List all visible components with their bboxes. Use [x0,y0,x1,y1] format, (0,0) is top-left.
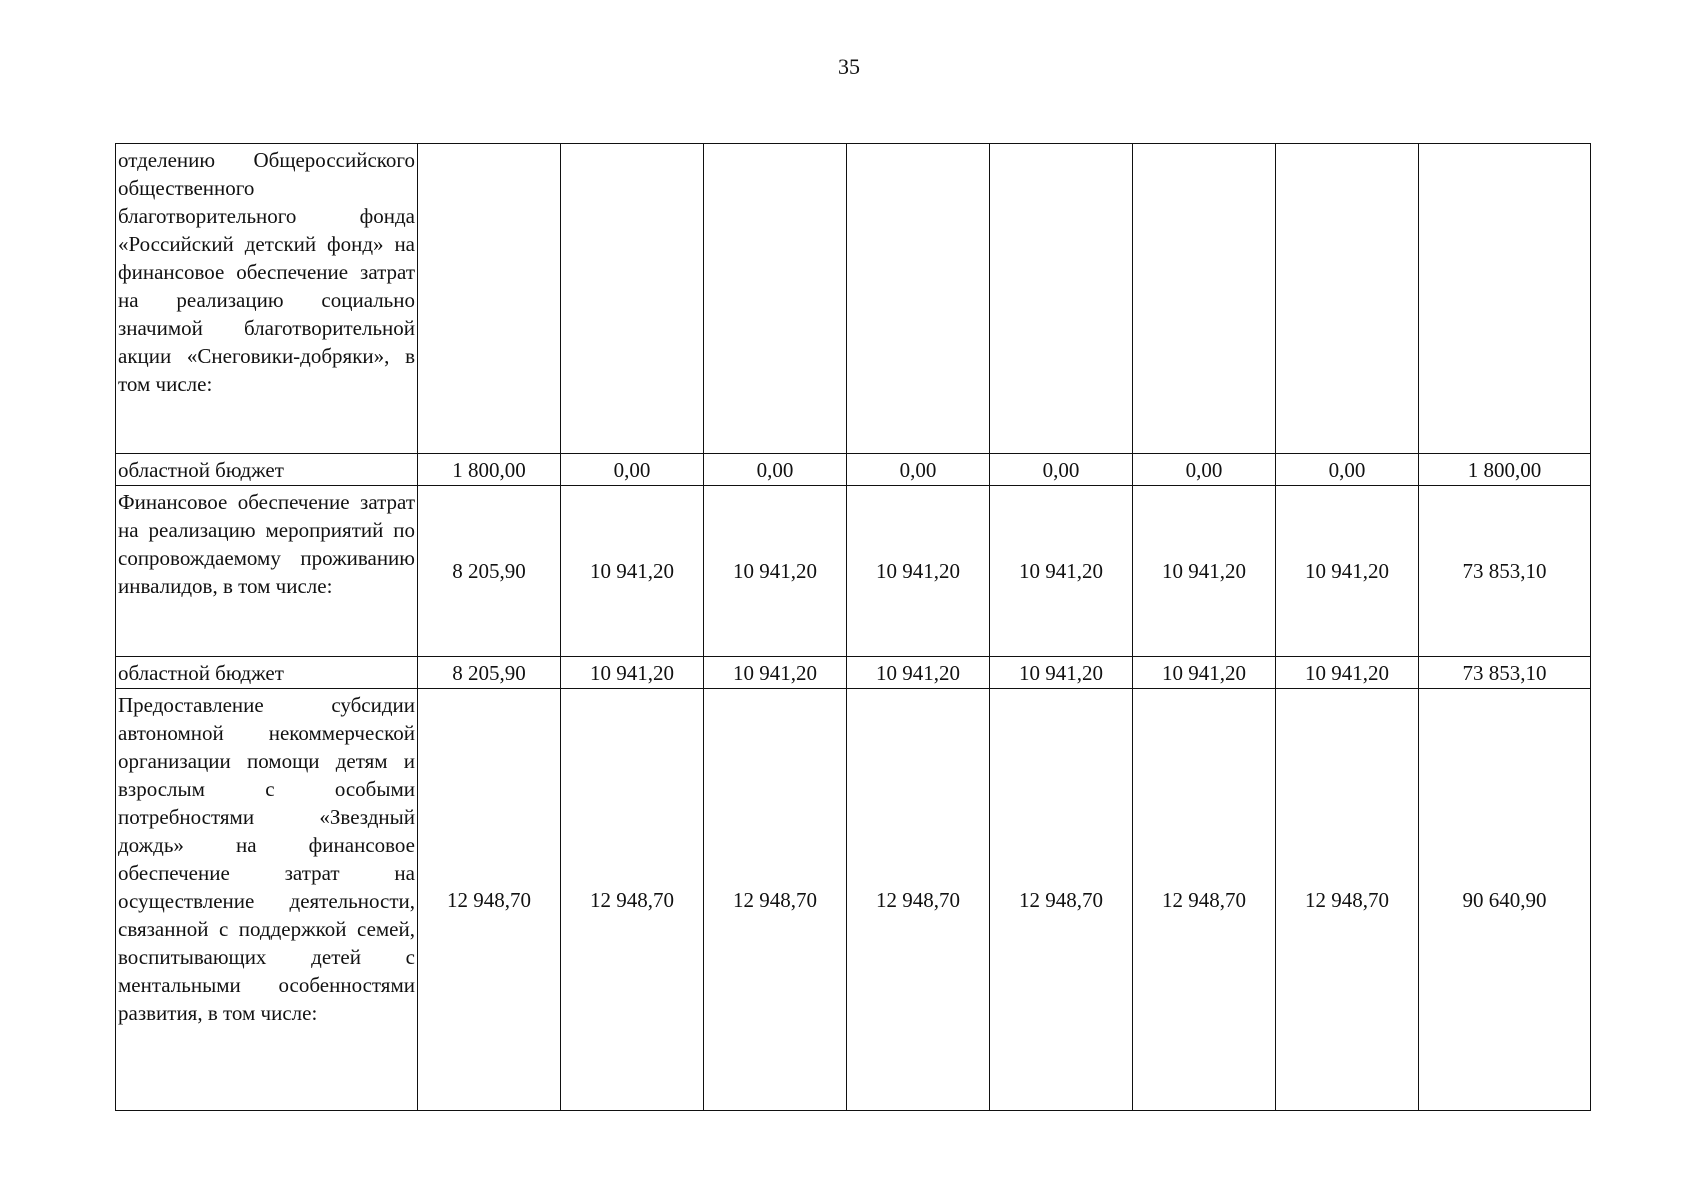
value-cell: 10 941,20 [1133,486,1276,657]
row-description: областной бюджет [116,657,418,689]
value-cell: 0,00 [847,454,990,486]
row-description: областной бюджет [116,454,418,486]
value-cell: 8 205,90 [418,657,561,689]
value-cell: 10 941,20 [990,657,1133,689]
value-cell: 10 941,20 [990,486,1133,657]
row-description: Финансовое обеспечение затрат на реализацию мероприятий по сопровождаемому проживанию инвалидов, в том числе: [116,486,418,657]
value-cell: 12 948,70 [418,689,561,1111]
value-cell [704,144,847,454]
value-cell [418,144,561,454]
value-cell: 0,00 [990,454,1133,486]
table-row [116,657,1591,689]
value-cell: 1 800,00 [418,454,561,486]
value-cell: 10 941,20 [847,486,990,657]
total-cell [1419,144,1591,454]
value-cell [1276,144,1419,454]
value-cell [990,144,1133,454]
table-row [116,486,1591,657]
budget-table [115,143,1591,1111]
value-cell: 8 205,90 [418,486,561,657]
value-cell: 10 941,20 [704,486,847,657]
value-cell: 10 941,20 [847,657,990,689]
value-cell [847,144,990,454]
value-cell: 10 941,20 [704,657,847,689]
total-cell: 73 853,10 [1419,657,1591,689]
table-row [116,144,1591,454]
value-cell: 12 948,70 [561,689,704,1111]
value-cell: 12 948,70 [990,689,1133,1111]
value-cell: 10 941,20 [561,486,704,657]
value-cell: 12 948,70 [704,689,847,1111]
page-number: 35 [838,54,860,79]
row-description: отделению Общероссийского общественного благотворительного фонда «Российский детский фонд» на финансовое обеспечение затрат на реализацию социально значимой благотворительной акции «Снеговики-добряки», в том числе: [116,144,418,454]
value-cell: 0,00 [561,454,704,486]
value-cell: 0,00 [1276,454,1419,486]
row-description: Предоставление субсидии автономной некоммерческой организации помощи детям и взрослым с особыми потребностями «Звездный дождь» на финансовое обеспечение затрат на осуществление деятельности, связанной с поддержкой семей, воспитывающих детей с ментальными особенностями развития, в том числе: [116,689,418,1111]
value-cell: 0,00 [704,454,847,486]
value-cell: 10 941,20 [1276,486,1419,657]
value-cell [561,144,704,454]
value-cell: 10 941,20 [1276,657,1419,689]
value-cell: 10 941,20 [561,657,704,689]
total-cell: 73 853,10 [1419,486,1591,657]
total-cell: 90 640,90 [1419,689,1591,1111]
total-cell: 1 800,00 [1419,454,1591,486]
value-cell [1133,144,1276,454]
value-cell: 10 941,20 [1133,657,1276,689]
value-cell: 12 948,70 [847,689,990,1111]
value-cell: 12 948,70 [1133,689,1276,1111]
table-row [116,454,1591,486]
value-cell: 12 948,70 [1276,689,1419,1111]
table-row [116,689,1591,1111]
value-cell: 0,00 [1133,454,1276,486]
